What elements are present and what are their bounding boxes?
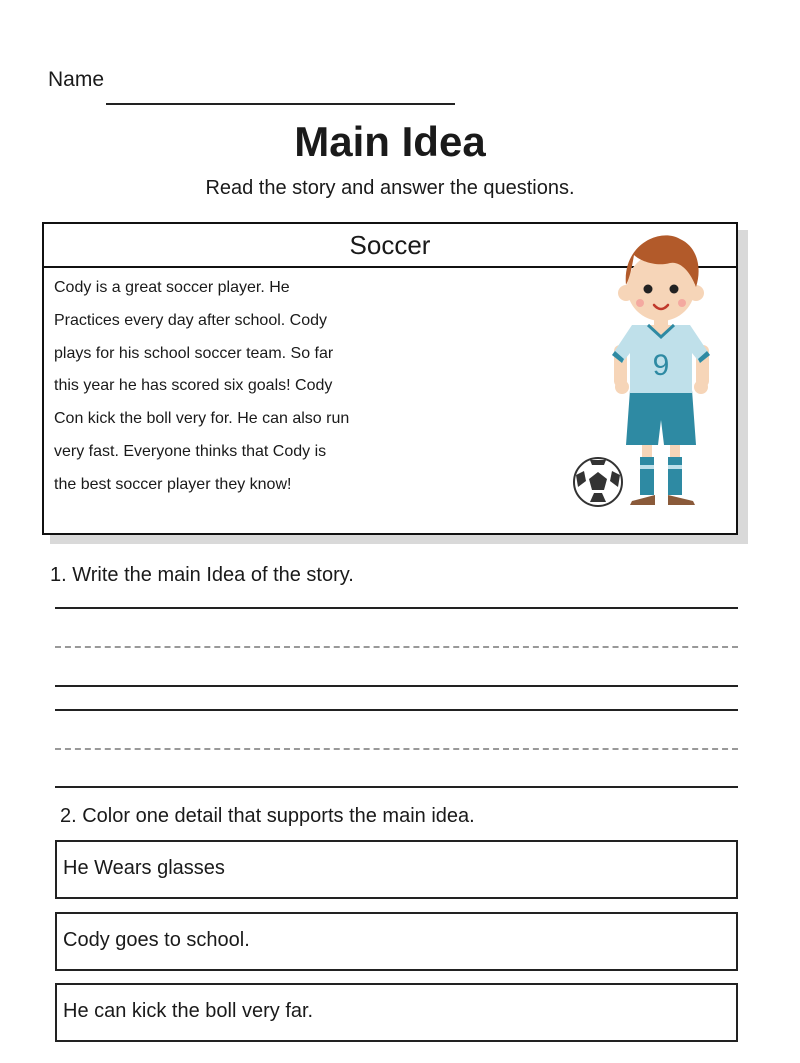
name-input-line[interactable] [106, 103, 455, 105]
story-line: very fast. Everyone thinks that Cody is [54, 442, 327, 460]
answer-option[interactable] [55, 840, 738, 899]
story-line: plays for his school soccer team. So far [54, 344, 334, 362]
answer-line[interactable] [55, 709, 738, 711]
answer-line[interactable] [55, 685, 738, 687]
answer-option-label: He Wears glasses [63, 857, 225, 879]
story-line: Cody is a great soccer player. He [54, 279, 290, 296]
answer-guide-line [55, 748, 738, 750]
answer-option[interactable] [55, 983, 738, 1042]
instructions: Read the story and answer the questions. [205, 177, 575, 199]
answer-option-label: Cody goes to school. [63, 929, 250, 951]
story-title: Soccer [349, 230, 431, 260]
page-title: Main Idea [294, 118, 486, 165]
story-text [54, 272, 414, 502]
soccer-ball-icon [574, 458, 622, 506]
jersey-number: 9 [652, 349, 670, 382]
answer-line[interactable] [55, 607, 738, 609]
answer-option[interactable] [55, 912, 738, 971]
story-line: Practices every day after school. Cody [54, 311, 328, 329]
question-1-prompt: 1. Write the main Idea of the story. [50, 564, 354, 586]
story-line: Con kick the boll very for. He can also run [54, 410, 350, 428]
answer-option-label: He can kick the boll very far. [63, 1000, 314, 1022]
answer-guide-line [55, 646, 738, 648]
name-label: Name [48, 68, 105, 91]
answer-line[interactable] [55, 786, 738, 788]
story-line: the best soccer player they know! [54, 475, 292, 493]
soccer-player-illustration [560, 225, 725, 515]
story-line: this year he has scored six goals! Cody [54, 377, 333, 395]
question-2-prompt: 2. Color one detail that supports the main idea. [60, 805, 475, 827]
